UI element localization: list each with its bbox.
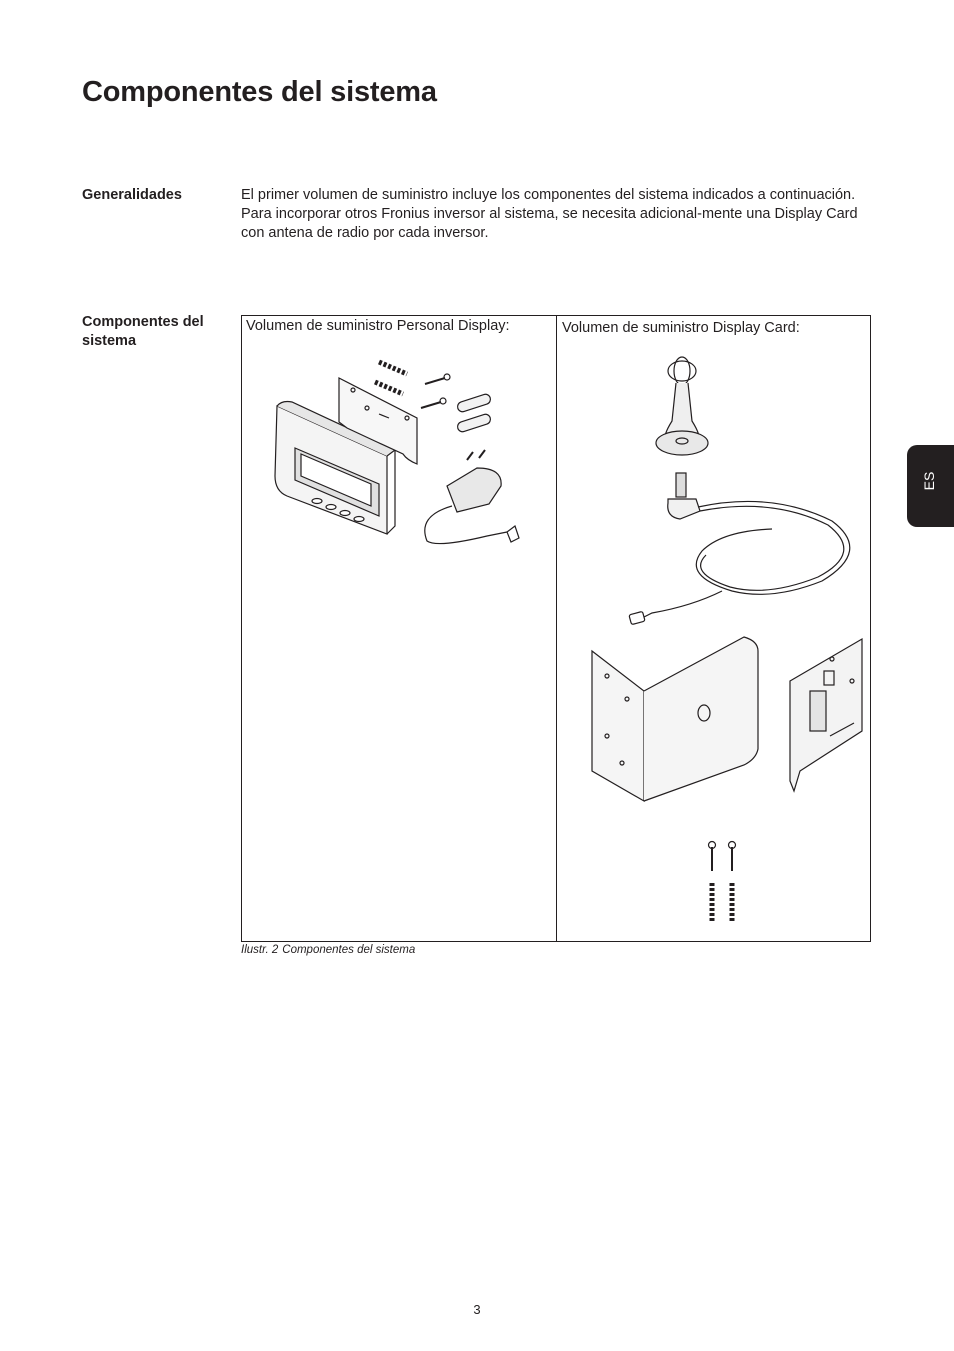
display-card-label: Volumen de suministro Display Card: bbox=[562, 320, 800, 336]
figure-number: Ilustr. 2 bbox=[241, 944, 279, 956]
personal-display-illustration bbox=[267, 356, 527, 566]
page-title: Componentes del sistema bbox=[82, 76, 437, 108]
display-card-illustration bbox=[572, 351, 872, 931]
section-heading-general: Generalidades bbox=[82, 187, 182, 203]
table-divider bbox=[556, 316, 557, 941]
general-paragraph: El primer volumen de suministro incluye los componentes del sistema indicados a continuación. Para incorporar otros Fronius inversor al sistema, se necesita adicional-mente una Display Card con antena de radio por cada inversor. bbox=[241, 187, 858, 241]
page-number: 3 bbox=[473, 1302, 481, 1317]
section-heading-components: Componentes del sistema bbox=[82, 314, 204, 349]
components-figure-table bbox=[241, 315, 871, 942]
personal-display-label: Volumen de suministro Personal Display: bbox=[246, 318, 510, 334]
language-tab-label: ES bbox=[921, 471, 937, 491]
figure-caption-text: Componentes del sistema bbox=[282, 944, 416, 956]
figure-caption bbox=[241, 944, 415, 956]
language-tab bbox=[907, 445, 954, 527]
